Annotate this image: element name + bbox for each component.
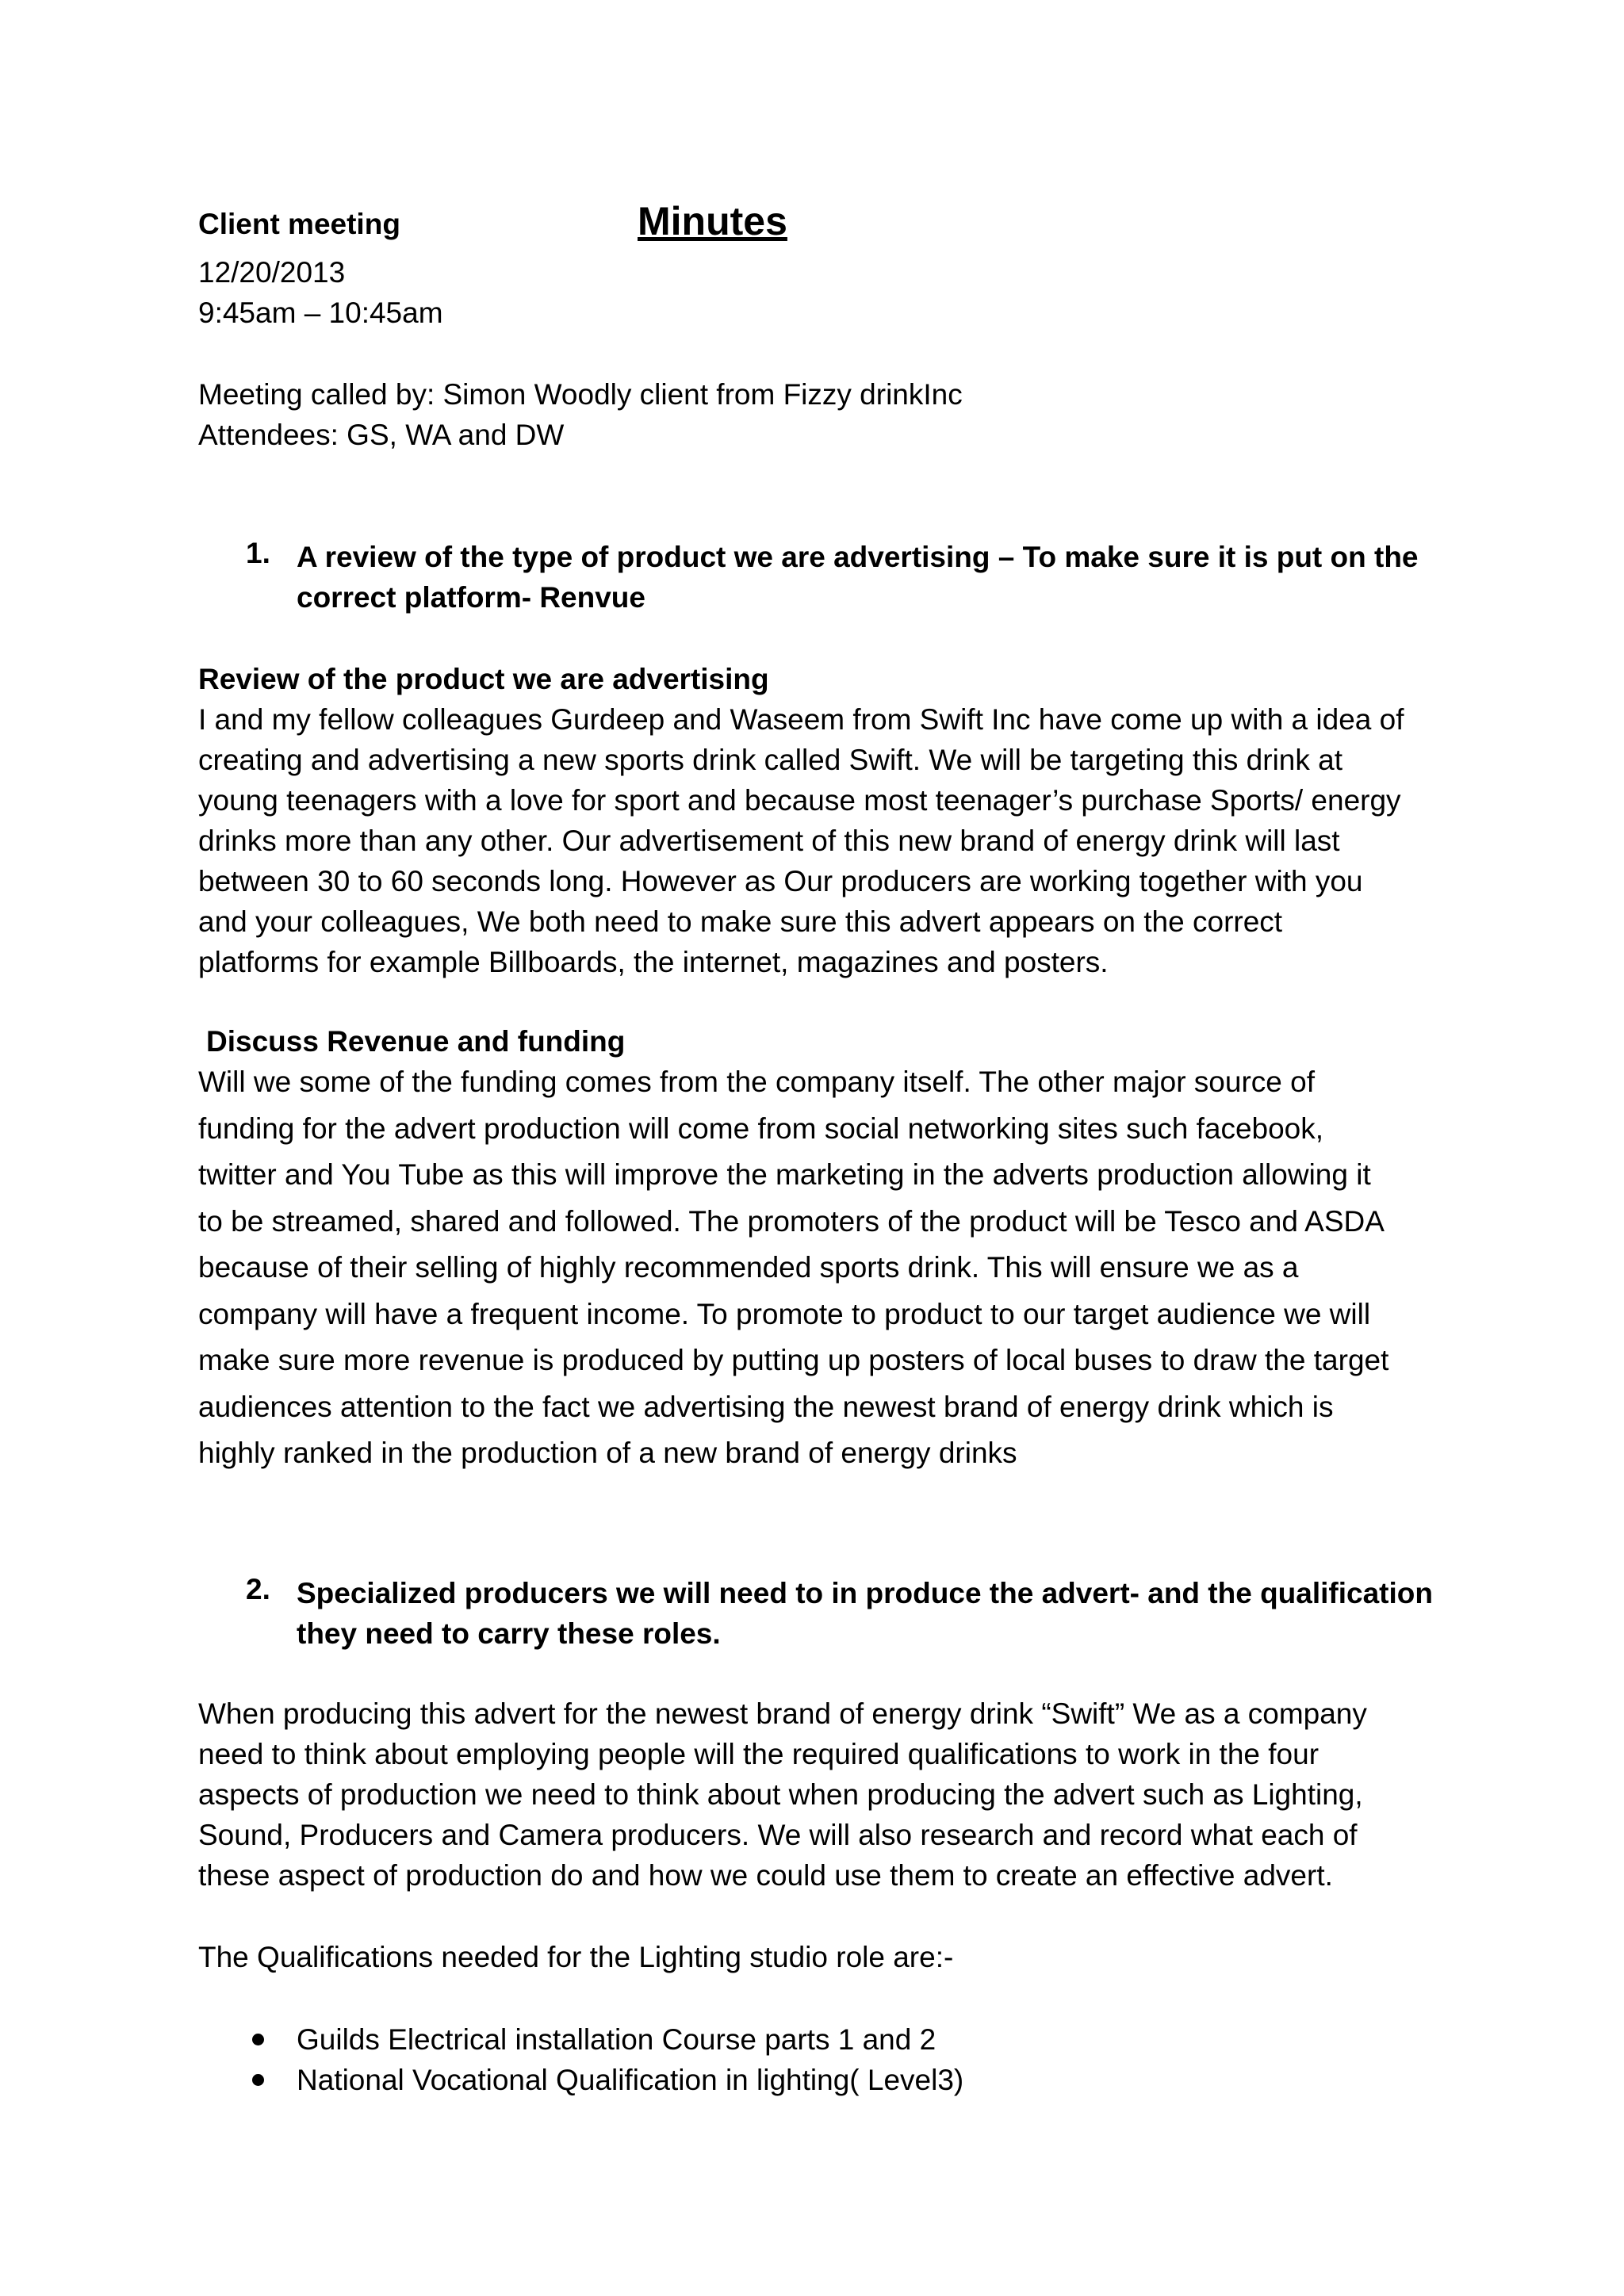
producers-paragraph [198,1693,1451,1896]
paragraph-line: highly ranked in the production of a new brand of energy drinks [198,1437,1017,1469]
paragraph-line: young teenagers with a love for sport and because most teenager’s purchase Sports/ energy [198,784,1401,817]
bullet-icon [252,2034,264,2045]
agenda-item-line: they need to carry these roles. [297,1617,721,1650]
review-heading: Review of the product we are advertising [198,663,769,695]
agenda-item-2 [297,1573,1433,1654]
paragraph-line: Will we some of the funding comes from the company itself. The other major source of [198,1066,1315,1098]
paragraph-line: audiences attention to the fact we advertising the newest brand of energy drink which is [198,1390,1334,1423]
paragraph-line: drinks more than any other. Our advertisement of this new brand of energy drink will last [198,825,1340,857]
meeting-date: 12/20/2013 [198,256,346,289]
paragraph-line: Sound, Producers and Camera producers. We will also research and record what each of [198,1819,1358,1851]
meeting-type-label: Client meeting [198,208,400,240]
paragraph-line: these aspect of production do and how we could use them to create an effective advert. [198,1859,1333,1892]
agenda-item-line: correct platform- Renvue [297,581,645,614]
revenue-heading: Discuss Revenue and funding [206,1025,626,1058]
qualifications-intro: The Qualifications needed for the Lighting studio role are:- [198,1941,954,1973]
agenda-item-number: 2. [246,1573,270,1605]
meeting-time: 9:45am – 10:45am [198,297,443,329]
paragraph-line: company will have a frequent income. To promote to product to our target audience we will [198,1297,1371,1330]
paragraph-line: between 30 to 60 seconds long. However as Our producers are working together with you [198,865,1363,897]
paragraph-line: creating and advertising a new sports drink called Swift. We will be targeting this drink at [198,744,1343,776]
qualification-item: Guilds Electrical installation Course parts 1 and 2 [297,2023,936,2056]
paragraph-line: I and my fellow colleagues Gurdeep and Waseem from Swift Inc have come up with a idea of [198,703,1404,736]
qualification-item: National Vocational Qualification in lighting( Level3) [297,2064,964,2096]
meeting-called-by: Meeting called by: Simon Woodly client from Fizzy drinkInc [198,378,963,411]
revenue-paragraph [198,1059,1451,1477]
paragraph-line: need to think about employing people will the required qualifications to work in the four [198,1738,1320,1770]
paragraph-line: funding for the advert production will come from social networking sites such facebook, [198,1112,1324,1145]
paragraph-line: make sure more revenue is produced by putting up posters of local buses to draw the target [198,1344,1389,1376]
paragraph-line: platforms for example Billboards, the internet, magazines and posters. [198,946,1109,978]
agenda-item-1 [297,537,1419,618]
review-paragraph [198,699,1451,982]
paragraph-line: and your colleagues, We both need to make sure this advert appears on the correct [198,905,1283,938]
paragraph-line: aspects of production we need to think about when producing the advert such as Lighting, [198,1778,1363,1811]
agenda-item-number: 1. [246,537,270,569]
paragraph-line: When producing this advert for the newest brand of energy drink “Swift” We as a company [198,1697,1367,1730]
bullet-icon [252,2074,264,2086]
paragraph-line: because of their selling of highly recommended sports drink. This will ensure we as a [198,1251,1299,1284]
agenda-item-line: A review of the type of product we are advertising – To make sure it is put on the [297,541,1419,573]
meeting-attendees: Attendees: GS, WA and DW [198,419,565,451]
paragraph-line: twitter and You Tube as this will improve the marketing in the adverts production allowing it [198,1158,1371,1191]
agenda-item-line: Specialized producers we will need to in produce the advert- and the qualification [297,1577,1433,1609]
page-title: Minutes [638,199,787,243]
paragraph-line: to be streamed, shared and followed. The promoters of the product will be Tesco and ASDA [198,1204,1385,1238]
